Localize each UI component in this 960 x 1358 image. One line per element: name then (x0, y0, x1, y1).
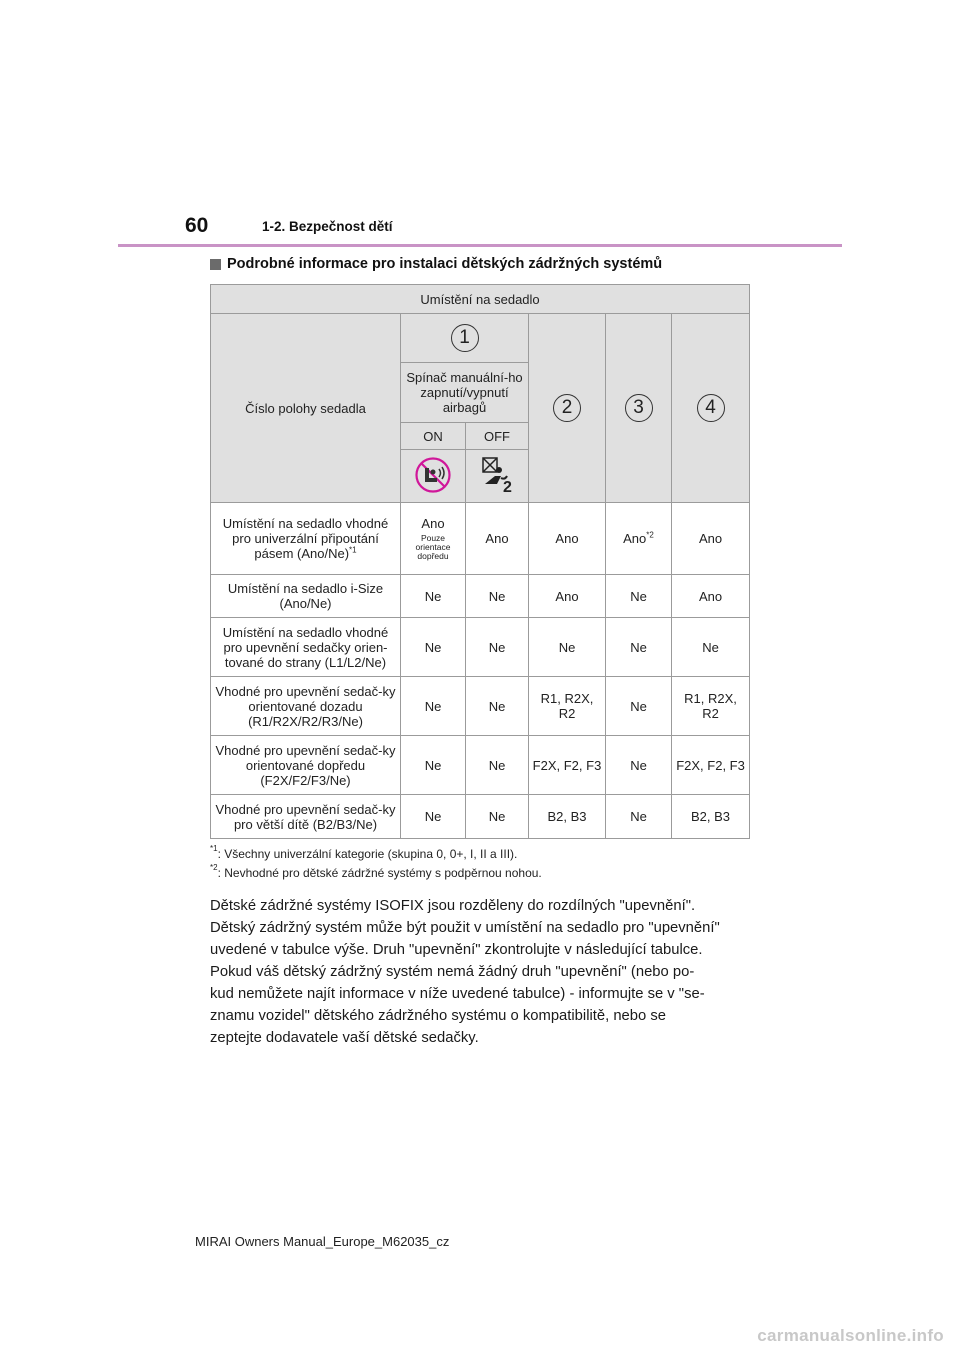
row-booster-off: Ne (466, 795, 529, 839)
row-forward-p4: F2X, F2, F3 (672, 736, 750, 795)
section-title: Podrobné informace pro instalaci dětských zádržných systémů (227, 256, 663, 272)
row-rearward-p3: Ne (606, 677, 672, 736)
svg-text:2: 2 (503, 478, 512, 494)
row-lateral-p3: Ne (606, 618, 672, 677)
seat-position-table (210, 284, 750, 839)
airbag-off-cell (466, 450, 529, 503)
position-1-cell (401, 314, 529, 363)
body-line: kud nemůžete najít informace v níže uvedené tabulce) - informujte se v "se- (210, 986, 705, 1002)
row-universal-belt-off: Ano (466, 503, 529, 575)
row-booster-p2: B2, B3 (529, 795, 606, 839)
airbag-on-cell (401, 450, 466, 503)
body-line: Dětské zádržné systémy ISOFIX jsou rozděleny do rozdílných "upevnění". (210, 898, 696, 914)
row-rearward-off: Ne (466, 677, 529, 736)
row-isize-on: Ne (401, 575, 466, 618)
row-forward-off: Ne (466, 736, 529, 795)
position-4-marker: 4 (697, 394, 725, 422)
row-forward-p3: Ne (606, 736, 672, 795)
position-3-marker: 3 (625, 394, 653, 422)
position-2-marker: 2 (553, 394, 581, 422)
row-rearward-p4: R1, R2X, R2 (672, 677, 750, 736)
row-universal-belt-label: Umístění na sedadlo vhodné pro univerzální připoutání pásem $(Ano/Ne)^{*1}$ (211, 503, 401, 575)
airbag-on-icon (415, 457, 451, 493)
row-forward-p2: F2X, F2, F3 (529, 736, 606, 795)
airbag-switch-label: Spínač manuální-ho zapnutí/vypnutí airbagů (401, 363, 529, 423)
footnote-1: $^{*1}$: Všechny univerzální kategorie (skupina 0, 0+, I, II a III). (210, 844, 518, 861)
row-booster-p3: Ne (606, 795, 672, 839)
row-booster-label: Vhodné pro upevnění sedač-ky pro větší dítě (B2/B3/Ne) (211, 795, 401, 839)
row-isize-p4: Ano (672, 575, 750, 618)
row-universal-belt-p4: Ano (672, 503, 750, 575)
body-line: Pokud váš dětský zádržný systém nemá žádný druh "upevnění" (nebo po- (210, 964, 695, 980)
row-isize-p2: Ano (529, 575, 606, 618)
row-rearward-label: Vhodné pro upevnění sedač-ky orientované dozadu (R1/R2X/R2/R3/Ne) (211, 677, 401, 736)
body-line: uvedené v tabulce výše. Druh "upevnění" zkontrolujte v následující tabulce. (210, 942, 703, 958)
position-2-cell (529, 314, 606, 503)
row-isize-off: Ne (466, 575, 529, 618)
header-rule (118, 244, 842, 247)
body-line: znamu vozidel" dětského zádržného systému o kompatibilitě, nebo se (210, 1008, 666, 1024)
switch-on-label: ON (401, 423, 466, 450)
watermark: carmanualsonline.info (757, 1326, 944, 1345)
row-booster-p4: B2, B3 (672, 795, 750, 839)
position-label: Číslo polohy sedadla (211, 314, 401, 503)
row-universal-belt-p3: Ano$^{*2}$ (606, 503, 672, 575)
row-booster-on: Ne (401, 795, 466, 839)
row-universal-belt-p2: Ano (529, 503, 606, 575)
row-lateral-p4: Ne (672, 618, 750, 677)
chapter-title: 1-2. Bezpečnost dětí (262, 219, 393, 234)
row-lateral-off: Ne (466, 618, 529, 677)
switch-off-label: OFF (466, 423, 529, 450)
row-rearward-p2: R1, R2X, R2 (529, 677, 606, 736)
row-isize-label: Umístění na sedadlo i-Size (Ano/Ne) (211, 575, 401, 618)
page-number: 60 (185, 214, 209, 237)
footer-text: MIRAI Owners Manual_Europe_M62035_cz (195, 1234, 450, 1249)
forward-only-note: Pouze orientace dopředu (415, 533, 451, 561)
position-1-marker: 1 (451, 324, 479, 352)
row-lateral-p2: Ne (529, 618, 606, 677)
body-paragraph (210, 895, 770, 1049)
table-top-header: Umístění na sedadlo (211, 285, 750, 314)
square-bullet-icon (210, 259, 221, 270)
position-4-cell (672, 314, 750, 503)
row-universal-belt-on: Ano Pouze orientace dopředu (401, 503, 466, 575)
section-heading (210, 256, 662, 272)
row-isize-p3: Ne (606, 575, 672, 618)
row-forward-label: Vhodné pro upevnění sedač-ky orientované dopředu (F2X/F2/F3/Ne) (211, 736, 401, 795)
row-forward-on: Ne (401, 736, 466, 795)
footnote-2: $^{*2}$: Nevhodné pro dětské zádržné systémy s podpěrnou nohou. (210, 863, 542, 880)
row-rearward-on: Ne (401, 677, 466, 736)
body-line: zeptejte dodavatele vaší dětské sedačky. (210, 1030, 479, 1046)
row-lateral-on: Ne (401, 618, 466, 677)
body-line: Dětský zádržný systém může být použit v umístění na sedadlo pro "upevnění" (210, 920, 720, 936)
position-3-cell (606, 314, 672, 503)
airbag-off-icon (477, 456, 517, 494)
row-lateral-label: Umístění na sedadlo vhodné pro upevnění sedačky orien-tované do strany (L1/L2/Ne) (211, 618, 401, 677)
